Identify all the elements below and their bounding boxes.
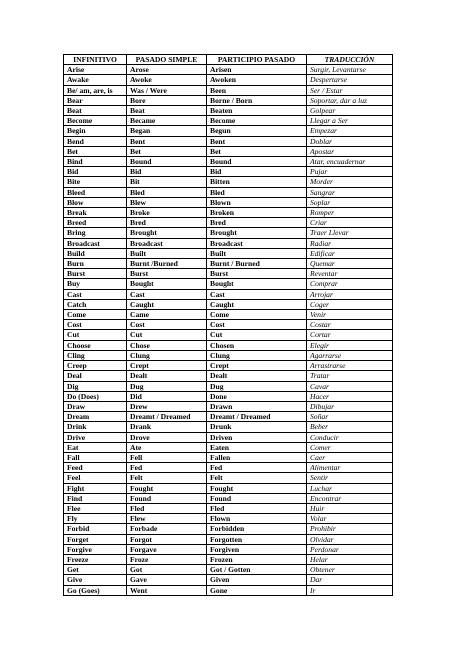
infinitive-cell: Cut [64, 330, 127, 340]
infinitive-cell: Break [64, 208, 127, 218]
table-row [64, 554, 393, 564]
header-pasado-simple: PASADO SIMPLE [127, 55, 207, 65]
past-participle-cell: Given [207, 575, 307, 585]
infinitive-cell: Give [64, 575, 127, 585]
infinitive-cell: Freeze [64, 554, 127, 564]
infinitive-cell: Draw [64, 401, 127, 411]
translation-cell: Dar [307, 575, 393, 585]
table-row [64, 371, 393, 381]
past-simple-cell: Fled [127, 503, 207, 513]
past-simple-cell: Found [127, 493, 207, 503]
past-participle-cell: Beaten [207, 106, 307, 116]
translation-cell: Conducir [307, 432, 393, 442]
infinitive-cell: Forgive [64, 544, 127, 554]
past-simple-cell: Drew [127, 401, 207, 411]
past-simple-cell: Chose [127, 340, 207, 350]
infinitive-cell: Awake [64, 75, 127, 85]
translation-cell: Beber [307, 422, 393, 432]
infinitive-cell: Catch [64, 299, 127, 309]
infinitive-cell: Fight [64, 483, 127, 493]
infinitive-cell: Bite [64, 177, 127, 187]
translation-cell: Golpear [307, 106, 393, 116]
table-row [64, 432, 393, 442]
past-participle-cell: Blown [207, 197, 307, 207]
past-simple-cell: Became [127, 116, 207, 126]
table-row [64, 310, 393, 320]
past-participle-cell: Bent [207, 136, 307, 146]
past-simple-cell: Bid [127, 167, 207, 177]
table-row [64, 299, 393, 309]
infinitive-cell: Find [64, 493, 127, 503]
infinitive-cell: Beat [64, 106, 127, 116]
past-simple-cell: Burst [127, 269, 207, 279]
table-row [64, 442, 393, 452]
table-row [64, 136, 393, 146]
past-simple-cell: Got [127, 565, 207, 575]
translation-cell: Huir [307, 503, 393, 513]
translation-cell: Volar [307, 514, 393, 524]
translation-cell: Comer [307, 442, 393, 452]
past-simple-cell: Dreamt / Dreamed [127, 412, 207, 422]
past-participle-cell: Frozen [207, 554, 307, 564]
past-participle-cell: Cast [207, 289, 307, 299]
table-row [64, 228, 393, 238]
table-row [64, 483, 393, 493]
translation-cell: Olvidar [307, 534, 393, 544]
infinitive-cell: Become [64, 116, 127, 126]
translation-cell: Empezar [307, 126, 393, 136]
infinitive-cell: Arise [64, 65, 127, 75]
past-simple-cell: Fed [127, 463, 207, 473]
past-participle-cell: Awoken [207, 75, 307, 85]
past-simple-cell: Was / Were [127, 85, 207, 95]
translation-cell: Encontrar [307, 493, 393, 503]
past-participle-cell: Bound [207, 157, 307, 167]
past-simple-cell: Froze [127, 554, 207, 564]
past-participle-cell: Dreamt / Dreamed [207, 412, 307, 422]
translation-cell: Luchar [307, 483, 393, 493]
past-simple-cell: Crept [127, 361, 207, 371]
table-row [64, 208, 393, 218]
table-row [64, 279, 393, 289]
translation-cell: Pujar [307, 167, 393, 177]
past-simple-cell: Gave [127, 575, 207, 585]
irregular-verbs-table [63, 54, 393, 596]
past-simple-cell: Forgot [127, 534, 207, 544]
table-row [64, 361, 393, 371]
past-participle-cell: Done [207, 391, 307, 401]
table-row [64, 320, 393, 330]
table-row [64, 65, 393, 75]
table-row [64, 157, 393, 167]
header-participio-pasado: PARTICIPIO PASADO [207, 55, 307, 65]
past-simple-cell: Did [127, 391, 207, 401]
table-row [64, 238, 393, 248]
table-row [64, 167, 393, 177]
table-row [64, 187, 393, 197]
infinitive-cell: Get [64, 565, 127, 575]
table-row [64, 197, 393, 207]
translation-cell: Radiar [307, 238, 393, 248]
past-simple-cell: Bought [127, 279, 207, 289]
past-simple-cell: Flew [127, 514, 207, 524]
translation-cell: Ir [307, 585, 393, 595]
past-participle-cell: Drunk [207, 422, 307, 432]
table-row [64, 95, 393, 105]
past-participle-cell: Dug [207, 381, 307, 391]
infinitive-cell: Bind [64, 157, 127, 167]
table-row [64, 524, 393, 534]
translation-cell: Soñar [307, 412, 393, 422]
past-participle-cell: Found [207, 493, 307, 503]
table-row [64, 381, 393, 391]
past-participle-cell: Begun [207, 126, 307, 136]
table-row [64, 218, 393, 228]
table-row [64, 330, 393, 340]
infinitive-cell: Bring [64, 228, 127, 238]
table-row [64, 565, 393, 575]
infinitive-cell: Fly [64, 514, 127, 524]
past-participle-cell: Broadcast [207, 238, 307, 248]
header-traduccion: TRADUCCIÓN [307, 55, 393, 65]
past-simple-cell: Ate [127, 442, 207, 452]
infinitive-cell: Feel [64, 473, 127, 483]
infinitive-cell: Blow [64, 197, 127, 207]
past-participle-cell: Gone [207, 585, 307, 595]
infinitive-cell: Flee [64, 503, 127, 513]
infinitive-cell: Bend [64, 136, 127, 146]
table-row [64, 391, 393, 401]
translation-cell: Despertarse [307, 75, 393, 85]
infinitive-cell: Drink [64, 422, 127, 432]
table-header [64, 55, 393, 65]
past-simple-cell: Felt [127, 473, 207, 483]
table-row [64, 503, 393, 513]
translation-cell: Elegir [307, 340, 393, 350]
infinitive-cell: Come [64, 310, 127, 320]
past-simple-cell: Blew [127, 197, 207, 207]
past-simple-cell: Cast [127, 289, 207, 299]
table-row [64, 463, 393, 473]
past-simple-cell: Forbade [127, 524, 207, 534]
past-simple-cell: Awoke [127, 75, 207, 85]
table-row [64, 534, 393, 544]
infinitive-cell: Be/ am, are, is [64, 85, 127, 95]
translation-cell: Soportar, dar a luz [307, 95, 393, 105]
translation-cell: Criar [307, 218, 393, 228]
translation-cell: Reventar [307, 269, 393, 279]
translation-cell: Surgir, Levantarse [307, 65, 393, 75]
past-participle-cell: Fallen [207, 452, 307, 462]
past-participle-cell: Cut [207, 330, 307, 340]
past-participle-cell: Become [207, 116, 307, 126]
table-row [64, 575, 393, 585]
past-participle-cell: Chosen [207, 340, 307, 350]
table-row [64, 350, 393, 360]
translation-cell: Venir [307, 310, 393, 320]
translation-cell: Cavar [307, 381, 393, 391]
past-participle-cell: Bought [207, 279, 307, 289]
infinitive-cell: Fall [64, 452, 127, 462]
table-row [64, 269, 393, 279]
translation-cell: Llegar a Ser [307, 116, 393, 126]
past-participle-cell: Forbidden [207, 524, 307, 534]
past-participle-cell: Crept [207, 361, 307, 371]
header-infinitivo: INFINITIVO [64, 55, 127, 65]
table-row [64, 401, 393, 411]
table-row [64, 422, 393, 432]
past-simple-cell: Forgave [127, 544, 207, 554]
infinitive-cell: Do (Does) [64, 391, 127, 401]
table-row [64, 116, 393, 126]
infinitive-cell: Bet [64, 146, 127, 156]
infinitive-cell: Dream [64, 412, 127, 422]
past-participle-cell: Bet [207, 146, 307, 156]
translation-cell: Soplar [307, 197, 393, 207]
table-row [64, 146, 393, 156]
past-participle-cell: Fed [207, 463, 307, 473]
past-simple-cell: Bled [127, 187, 207, 197]
table-body [64, 65, 393, 596]
past-simple-cell: Cut [127, 330, 207, 340]
translation-cell: Costar [307, 320, 393, 330]
translation-cell: Arrastrarse [307, 361, 393, 371]
table-row [64, 514, 393, 524]
infinitive-cell: Choose [64, 340, 127, 350]
translation-cell: Edificar [307, 248, 393, 258]
infinitive-cell: Cast [64, 289, 127, 299]
past-simple-cell: Cost [127, 320, 207, 330]
past-simple-cell: Burnt /Burned [127, 259, 207, 269]
past-participle-cell: Got / Gotten [207, 565, 307, 575]
infinitive-cell: Burn [64, 259, 127, 269]
past-participle-cell: Burnt / Burned [207, 259, 307, 269]
translation-cell: Tratar [307, 371, 393, 381]
past-simple-cell: Fought [127, 483, 207, 493]
translation-cell: Prohibir [307, 524, 393, 534]
past-participle-cell: Bled [207, 187, 307, 197]
past-participle-cell: Built [207, 248, 307, 258]
table-row [64, 177, 393, 187]
past-simple-cell: Bred [127, 218, 207, 228]
infinitive-cell: Buy [64, 279, 127, 289]
past-simple-cell: Beat [127, 106, 207, 116]
infinitive-cell: Forbid [64, 524, 127, 534]
past-participle-cell: Been [207, 85, 307, 95]
translation-cell: Atar, encuadernar [307, 157, 393, 167]
translation-cell: Alimentar [307, 463, 393, 473]
past-participle-cell: Arisen [207, 65, 307, 75]
translation-cell: Dibujar [307, 401, 393, 411]
infinitive-cell: Bear [64, 95, 127, 105]
past-simple-cell: Bit [127, 177, 207, 187]
past-simple-cell: Brought [127, 228, 207, 238]
translation-cell: Coger [307, 299, 393, 309]
translation-cell: Romper [307, 208, 393, 218]
infinitive-cell: Feed [64, 463, 127, 473]
table-row [64, 289, 393, 299]
past-participle-cell: Broken [207, 208, 307, 218]
translation-cell: Sangrar [307, 187, 393, 197]
infinitive-cell: Bid [64, 167, 127, 177]
infinitive-cell: Burst [64, 269, 127, 279]
table-row [64, 452, 393, 462]
past-participle-cell: Fought [207, 483, 307, 493]
translation-cell: Caer [307, 452, 393, 462]
infinitive-cell: Go (Goes) [64, 585, 127, 595]
past-simple-cell: Came [127, 310, 207, 320]
translation-cell: Sentir [307, 473, 393, 483]
translation-cell: Hacer [307, 391, 393, 401]
infinitive-cell: Drive [64, 432, 127, 442]
infinitive-cell: Bleed [64, 187, 127, 197]
translation-cell: Ser / Estar [307, 85, 393, 95]
table-row [64, 412, 393, 422]
past-simple-cell: Bound [127, 157, 207, 167]
past-simple-cell: Broke [127, 208, 207, 218]
past-participle-cell: Flown [207, 514, 307, 524]
past-participle-cell: Clung [207, 350, 307, 360]
translation-cell: Comprar [307, 279, 393, 289]
past-participle-cell: Dealt [207, 371, 307, 381]
translation-cell: Agarrarse [307, 350, 393, 360]
table-row [64, 544, 393, 554]
past-participle-cell: Caught [207, 299, 307, 309]
past-participle-cell: Forgotten [207, 534, 307, 544]
infinitive-cell: Deal [64, 371, 127, 381]
past-simple-cell: Drank [127, 422, 207, 432]
past-simple-cell: Clung [127, 350, 207, 360]
table-row [64, 248, 393, 258]
infinitive-cell: Cost [64, 320, 127, 330]
past-simple-cell: Bore [127, 95, 207, 105]
table-row [64, 585, 393, 595]
table-row [64, 126, 393, 136]
infinitive-cell: Forget [64, 534, 127, 544]
past-participle-cell: Drawn [207, 401, 307, 411]
past-simple-cell: Bent [127, 136, 207, 146]
past-simple-cell: Began [127, 126, 207, 136]
table-row [64, 340, 393, 350]
table-row [64, 75, 393, 85]
past-participle-cell: Bitten [207, 177, 307, 187]
table-row [64, 106, 393, 116]
translation-cell: Traer Llevar [307, 228, 393, 238]
past-participle-cell: Fled [207, 503, 307, 513]
past-simple-cell: Caught [127, 299, 207, 309]
past-simple-cell: Dealt [127, 371, 207, 381]
header-row [64, 55, 393, 65]
past-simple-cell: Bet [127, 146, 207, 156]
translation-cell: Apostar [307, 146, 393, 156]
infinitive-cell: Eat [64, 442, 127, 452]
infinitive-cell: Breed [64, 218, 127, 228]
past-simple-cell: Drove [127, 432, 207, 442]
past-simple-cell: Built [127, 248, 207, 258]
table-row [64, 493, 393, 503]
past-participle-cell: Cost [207, 320, 307, 330]
infinitive-cell: Dig [64, 381, 127, 391]
past-participle-cell: Come [207, 310, 307, 320]
past-simple-cell: Fell [127, 452, 207, 462]
past-simple-cell: Dug [127, 381, 207, 391]
past-participle-cell: Driven [207, 432, 307, 442]
past-participle-cell: Felt [207, 473, 307, 483]
past-participle-cell: Eaten [207, 442, 307, 452]
translation-cell: Arrojar [307, 289, 393, 299]
table-row [64, 259, 393, 269]
infinitive-cell: Broadcast [64, 238, 127, 248]
past-simple-cell: Broadcast [127, 238, 207, 248]
infinitive-cell: Cling [64, 350, 127, 360]
past-participle-cell: Forgiven [207, 544, 307, 554]
translation-cell: Helar [307, 554, 393, 564]
past-participle-cell: Bred [207, 218, 307, 228]
infinitive-cell: Build [64, 248, 127, 258]
infinitive-cell: Creep [64, 361, 127, 371]
table-row [64, 473, 393, 483]
translation-cell: Obtener [307, 565, 393, 575]
past-participle-cell: Burst [207, 269, 307, 279]
translation-cell: Doblar [307, 136, 393, 146]
translation-cell: Cortar [307, 330, 393, 340]
translation-cell: Perdonar [307, 544, 393, 554]
past-participle-cell: Bid [207, 167, 307, 177]
infinitive-cell: Begin [64, 126, 127, 136]
table-row [64, 85, 393, 95]
translation-cell: Morder [307, 177, 393, 187]
past-simple-cell: Arose [127, 65, 207, 75]
past-participle-cell: Brought [207, 228, 307, 238]
past-simple-cell: Went [127, 585, 207, 595]
translation-cell: Quemar [307, 259, 393, 269]
past-participle-cell: Borne / Born [207, 95, 307, 105]
